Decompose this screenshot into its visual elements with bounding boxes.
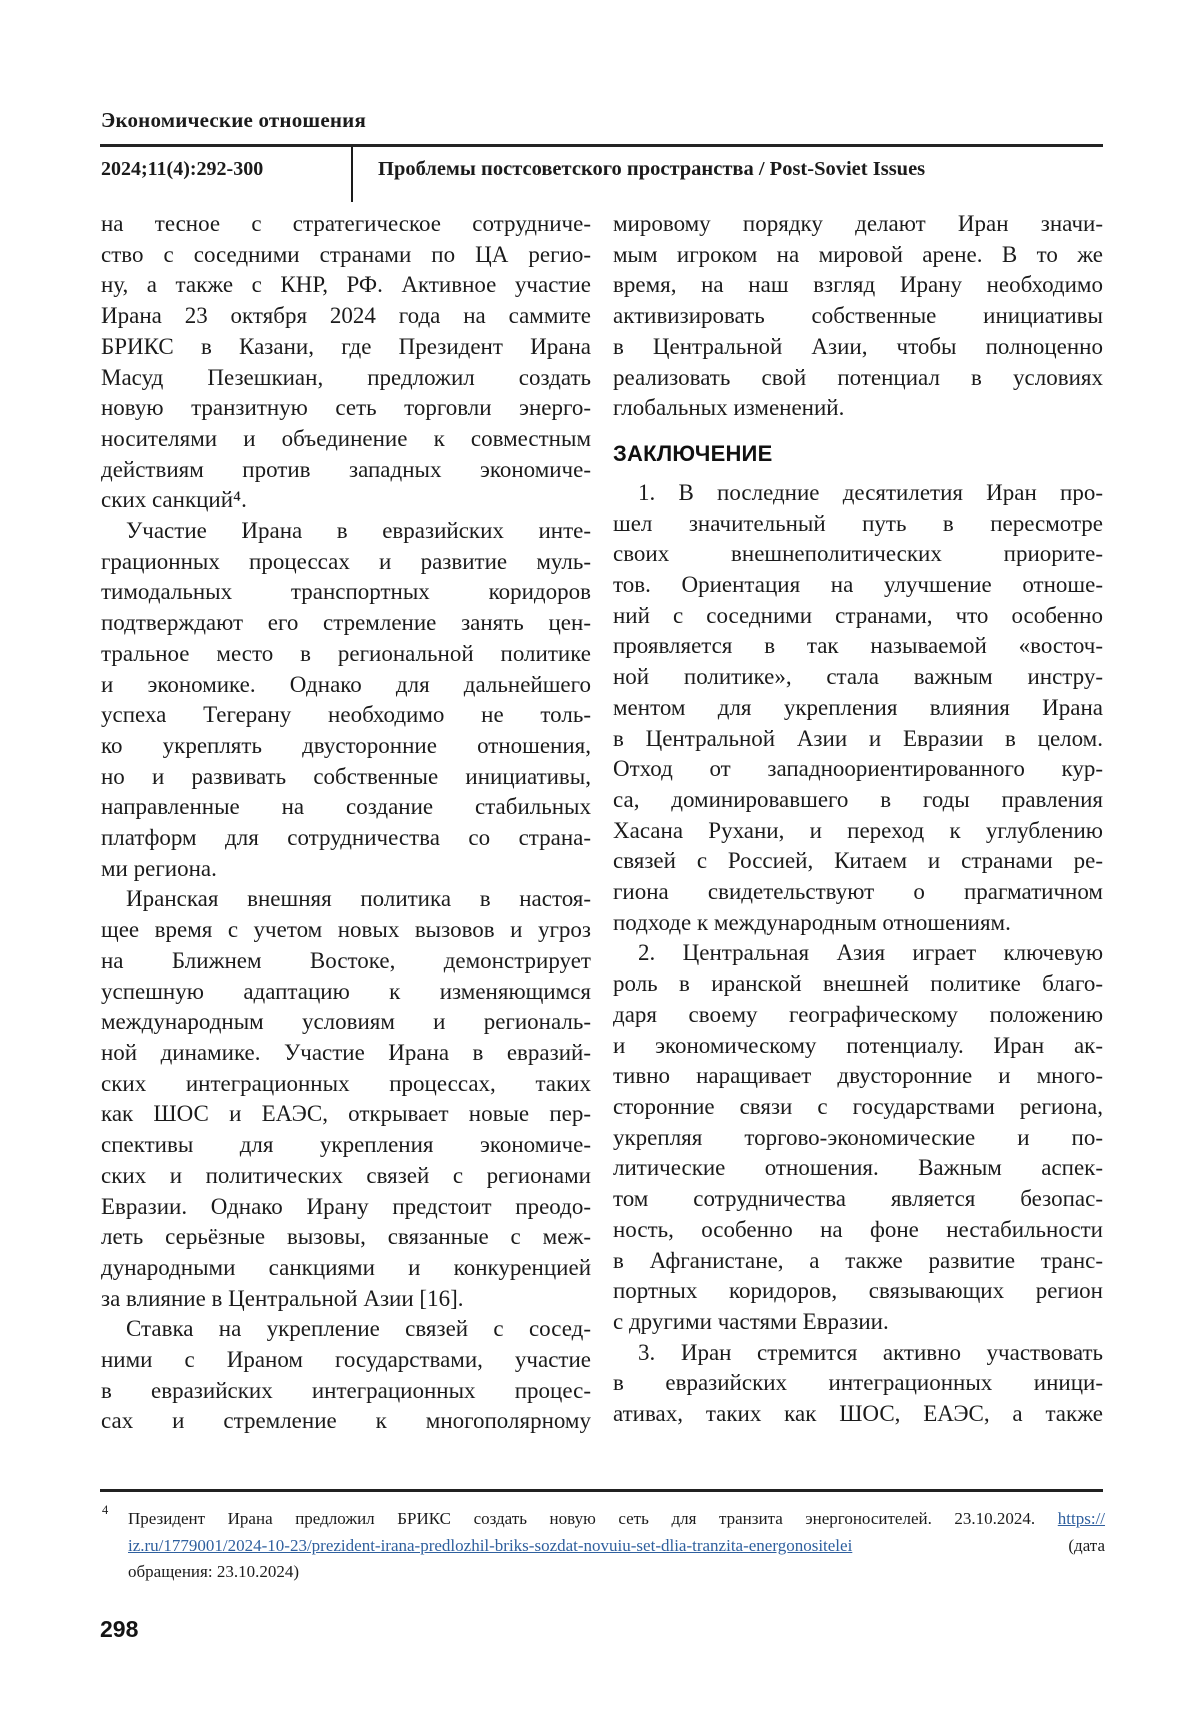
section-heading: ЗАКЛЮЧЕНИЕ xyxy=(613,440,773,466)
text-line: своих внешнеполитических приорите- xyxy=(613,541,1103,567)
text-line: мировому порядку делают Иран значи- xyxy=(613,211,1103,236)
text-line: новую транзитную сеть торговли энерго- xyxy=(101,395,591,421)
footnote-line xyxy=(128,1559,1105,1586)
text-line: Масуд Пезешкиан, предложил создать xyxy=(101,364,591,390)
text-line: Ирана 23 октября 2024 года на саммите xyxy=(101,303,591,329)
header-rule xyxy=(100,144,1103,147)
text-line: дународными санкциями и конкуренцией xyxy=(101,1254,591,1280)
text-line: проявляется в так называемой «восточ- xyxy=(613,633,1103,659)
text-line: тральное место в региональной политике xyxy=(101,640,591,666)
text-line: даря своему географическому положению xyxy=(613,1001,1103,1027)
text-line: на Ближнем Востоке, демонстрирует xyxy=(101,947,591,973)
text-line: в евразийских интеграционных иници- xyxy=(613,1370,1103,1396)
text-line: платформ для сотрудничества со страна- xyxy=(101,825,591,851)
text-line: Ставка на укрепление связей с сосед- xyxy=(126,1316,591,1342)
paragraph xyxy=(613,478,1103,939)
footnote-text xyxy=(128,1506,1105,1586)
text-line: ко укреплять двусторонние отношения, xyxy=(101,732,591,758)
text-line: ских интеграционных процессах, таких xyxy=(101,1070,591,1096)
text-line: тов. Ориентация на улучшение отноше- xyxy=(613,572,1103,598)
text-line: в евразийских интеграционных процес- xyxy=(101,1377,591,1403)
text-line: ских санкций⁴. xyxy=(101,487,247,513)
page-number: 298 xyxy=(100,1616,139,1642)
text-line: и экономическому потенциалу. Иран ак- xyxy=(613,1032,1103,1058)
text-line: но и развивать собственные инициативы, xyxy=(101,763,591,789)
text-line: на тесное с стратегическое сотрудниче- xyxy=(101,211,591,236)
text-line: спективы для укрепления экономиче- xyxy=(101,1132,591,1158)
footnote-url-link[interactable]: iz.ru/1779001/2024-10-23/prezident-irana-predlozhil-briks-sozdat-novuiu-set-dlia-tranzita-energonositelei xyxy=(128,1535,853,1555)
text-line: Участие Ирана в евразийских инте- xyxy=(126,518,591,544)
text-line: щее время с учетом новых вызовов и угроз xyxy=(101,917,591,943)
text-line: носителями и объединение к совместным xyxy=(101,425,591,451)
text-line: ний с соседними странами, что особенно xyxy=(613,602,1103,628)
text-line: тимодальных транспортных коридоров xyxy=(101,579,591,605)
text-line: и экономике. Однако для дальнейшего xyxy=(101,671,591,697)
footnote-line2-text: (дата xyxy=(1068,1535,1105,1555)
footnote-separator xyxy=(100,1489,1103,1492)
footnote-line1-text: Президент Ирана предложил БРИКС создать новую сеть для транзита энергоносителей. 23.10.2024. xyxy=(128,1509,1036,1528)
text-line: 3. Иран стремится активно участвовать xyxy=(638,1339,1103,1365)
text-line: укрепляя торгово-экономические и по- xyxy=(613,1124,1103,1150)
footnote-line xyxy=(128,1533,1105,1560)
text-line: мым игроком на мировой арене. В то же xyxy=(613,241,1103,267)
header-vertical-divider xyxy=(351,147,353,202)
footnote-line xyxy=(128,1506,1105,1533)
text-line: тивно наращивает двусторонние и много- xyxy=(613,1063,1103,1089)
text-line: грационных процессах и развитие муль- xyxy=(101,548,591,574)
footnote xyxy=(101,1503,1106,1586)
text-line: ними с Ираном государствами, участие xyxy=(101,1347,591,1373)
running-head: Экономические отношения xyxy=(101,108,367,132)
text-line: как ШОС и ЕАЭС, открывает новые пер- xyxy=(101,1101,591,1127)
text-line: Евразии. Однако Ирану предстоит преодо- xyxy=(101,1193,591,1219)
text-line: с другими частями Евразии. xyxy=(613,1308,889,1334)
left-column xyxy=(101,209,591,1437)
text-line: ативах, таких как ШОС, ЕАЭС, а также xyxy=(613,1401,1103,1427)
text-line: шел значительный путь в пересмотре xyxy=(613,510,1103,536)
right-column xyxy=(613,209,1103,1437)
journal-title: Проблемы постсоветского пространства / Post-Soviet Issues xyxy=(378,158,926,180)
text-line: связей с Россией, Китаем и странами ре- xyxy=(613,848,1103,874)
text-line: ной политике», стала важным инстру- xyxy=(613,664,1103,690)
text-line: подтверждают его стремление занять цен- xyxy=(101,610,591,636)
text-line: ность, особенно на фоне нестабильности xyxy=(613,1216,1103,1242)
text-line: успеха Тегерану необходимо не толь- xyxy=(101,702,591,728)
text-line: в Центральной Азии, чтобы полноценно xyxy=(613,333,1103,359)
text-line: Отход от западноориентированного кур- xyxy=(613,756,1103,782)
text-line: действиям против западных экономиче- xyxy=(101,456,591,482)
text-line: активизировать собственные инициативы xyxy=(613,303,1103,329)
text-line: ментом для укрепления влияния Ирана xyxy=(613,694,1103,720)
paragraph xyxy=(613,938,1103,1337)
text-line: в Центральной Азии и Евразии в целом. xyxy=(613,725,1103,751)
text-line: леть серьёзные вызовы, связанные с меж- xyxy=(101,1224,591,1250)
footnote-marker: 4 xyxy=(102,1503,109,1517)
article-body xyxy=(101,209,1103,1437)
text-line: БРИКС в Казани, где Президент Ирана xyxy=(101,333,591,359)
text-line: время, на наш взгляд Ирану необходимо xyxy=(613,272,1103,298)
text-line: за влияние в Центральной Азии [16]. xyxy=(101,1285,464,1311)
text-line: международным условиям и региональ- xyxy=(101,1009,591,1035)
text-line: Иранская внешняя политика в настоя- xyxy=(126,886,591,912)
text-line: гиона свидетельствуют о прагматичном xyxy=(613,879,1103,905)
text-line: ной динамике. Участие Ирана в евразий- xyxy=(101,1039,591,1065)
text-line: роль в иранской внешней политике благо- xyxy=(613,971,1103,997)
issue-citation: 2024;11(4):292-300 xyxy=(101,158,264,180)
text-line: ми региона. xyxy=(101,855,217,881)
text-line: ство с соседними странами по ЦА регио- xyxy=(101,241,591,267)
paragraph xyxy=(613,1338,1103,1430)
text-line: 1. В последние десятилетия Иран про- xyxy=(638,479,1103,505)
paragraph xyxy=(101,884,591,1314)
paragraph xyxy=(613,209,1103,424)
text-line: сах и стремление к многополярному xyxy=(101,1408,591,1434)
text-line: глобальных изменений. xyxy=(613,395,845,421)
text-line: ну, а также с КНР, РФ. Активное участие xyxy=(101,272,591,298)
paragraph xyxy=(101,1314,591,1437)
text-line: Хасана Рухани, и переход к углублению xyxy=(613,817,1103,843)
paragraph xyxy=(101,516,591,884)
text-line: реализовать свой потенциал в условиях xyxy=(613,364,1103,390)
text-line: са, доминировавшего в годы правления xyxy=(613,786,1103,812)
text-line: в Афганистане, а также развитие транс- xyxy=(613,1247,1103,1273)
text-line: литические отношения. Важным аспек- xyxy=(613,1155,1103,1181)
text-line: успешную адаптацию к изменяющимся xyxy=(101,978,591,1004)
text-line: сторонние связи с государствами региона, xyxy=(613,1093,1103,1119)
text-line: ских и политических связей с регионами xyxy=(101,1162,591,1188)
paragraph xyxy=(101,209,591,516)
footnote-line3-text: обращения: 23.10.2024) xyxy=(128,1562,299,1581)
text-line: подходе к международным отношениям. xyxy=(613,909,1011,935)
text-line: том сотрудничества является безопас- xyxy=(613,1186,1103,1212)
text-line: направленные на создание стабильных xyxy=(101,794,591,820)
footnote-url-link[interactable]: https:// xyxy=(1057,1509,1106,1528)
text-line: портных коридоров, связывающих регион xyxy=(613,1278,1103,1304)
text-line: 2. Центральная Азия играет ключевую xyxy=(638,940,1103,966)
